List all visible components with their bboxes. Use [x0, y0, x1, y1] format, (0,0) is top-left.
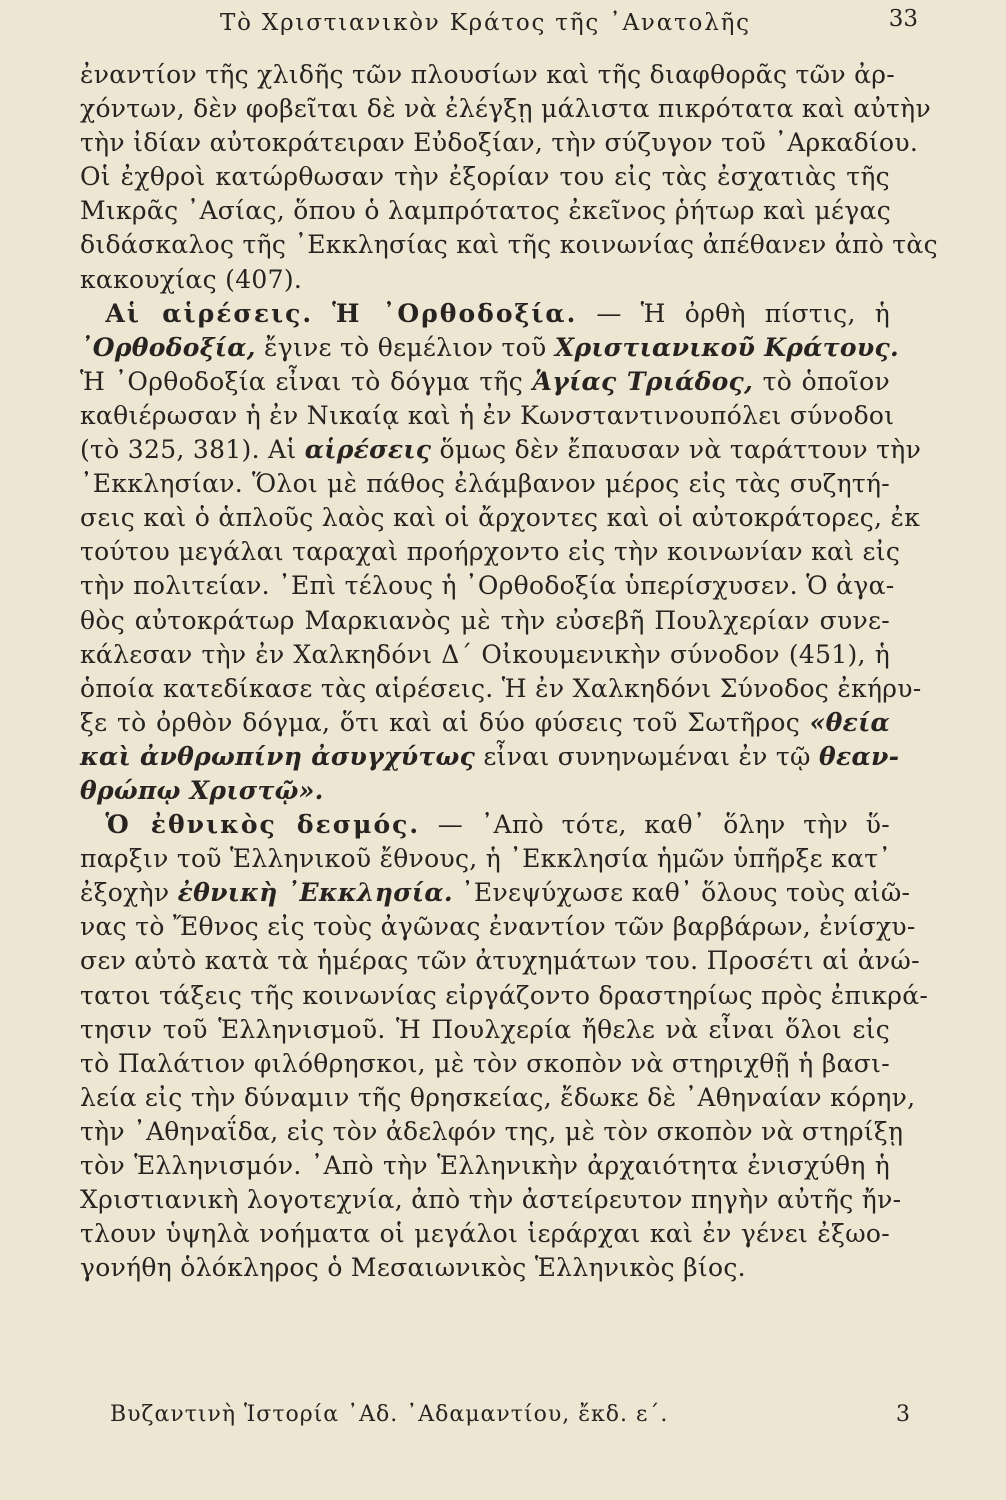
- text-line: ὁποία κατεδίκασε τὰς αἱρέσεις. Ἡ ἐν Χαλκηδόνι Σύνοδος ἐκήρυ-: [80, 673, 922, 703]
- page-header: [80, 6, 926, 46]
- text-line: [80, 433, 922, 467]
- text-span: — Ἡ ὀρθὴ πίστις, ἡ: [596, 298, 890, 328]
- text-line: τὸν Ἑλληνισμόν. ᾿Απὸ τὴν Ἑλληνικὴν ἀρχαιότητα ἐνισχύθη ἡ: [80, 1151, 890, 1180]
- emphasis-term: ᾿Ορθοδοξία,: [80, 332, 256, 362]
- quote-emphasis: καὶ ἀνθρωπίνη ἀσυγχύτως: [80, 741, 476, 771]
- quote-emphasis: θρώπῳ Χριστῷ».: [80, 775, 324, 805]
- text-line: [80, 365, 890, 399]
- text-span: Ἡ ᾿Ορθοδοξία εἶναι τὸ δόγμα τῆς: [80, 366, 524, 396]
- text-line: [80, 331, 900, 365]
- text-line: [80, 706, 890, 740]
- body-text: [80, 58, 938, 1285]
- text-span: ξε τὸ ὀρθὸν δόγμα, ὅτι καὶ αἱ δύο φύσεις τοῦ Σωτῆρος: [80, 707, 801, 737]
- text-span: ᾿Ενεψύχωσε καθ᾿ ὅλους τοὺς αἰῶ-: [461, 878, 911, 908]
- text-line: διδάσκαλος τῆς ᾿Εκκλησίας καὶ τῆς κοινωνίας ἀπέθανεν ἀπὸ τὰς: [80, 230, 938, 260]
- text-line: ᾿Εκκλησίαν. Ὅλοι μὲ πάθος ἐλάμβανον μέρος εἰς τὰς συζητή-: [80, 469, 890, 499]
- page-number: 33: [888, 6, 918, 32]
- text-span: ὅμως δὲν ἔπαυσαν νὰ ταράττουν τὴν: [439, 435, 922, 465]
- text-line: Μικρᾶς ᾿Ασίας, ὅπου ὁ λαμπρότατος ἐκεῖνος ῥήτωρ καὶ μέγας: [80, 196, 892, 226]
- text-line: καθιέρωσαν ἡ ἐν Νικαίᾳ καὶ ἡ ἐν Κωνσταντινουπόλει σύνοδοι: [80, 400, 895, 430]
- text-line: [80, 808, 890, 842]
- text-line: τὸ Παλάτιον φιλόθρησκοι, μὲ τὸν σκοπὸν νὰ στηριχθῇ ἡ βασι-: [80, 1048, 890, 1078]
- text-line: τούτου μεγάλαι ταραχαὶ προήρχοντο εἰς τὴν κοινωνίαν καὶ εἰς: [80, 537, 901, 567]
- text-line: γονήθη ὁλόκληρος ὁ Μεσαιωνικὸς Ἑλληνικὸς βίος.: [80, 1253, 746, 1283]
- section-heading-national-bond: Ὁ ἐθνικὸς δεσμός.: [105, 810, 421, 840]
- text-span: ἐξοχὴν: [80, 878, 170, 908]
- text-line: τησιν τοῦ Ἑλληνισμοῦ. Ἡ Πουλχερία ἤθελε νὰ εἶναι ὅλοι εἰς: [80, 1014, 890, 1044]
- text-line: τὴν ᾿Αθηναΐδα, εἰς τὸν ἀδελφόν της, μὲ τὸν σκοπὸν νὰ στηρίξῃ: [80, 1116, 904, 1146]
- text-line: κακουχίας (407).: [80, 264, 303, 294]
- text-span: εἶναι συνηνωμέναι ἐν τῷ: [483, 741, 811, 771]
- emphasis-term: Ἁγίας Τριάδος,: [532, 366, 754, 396]
- text-line: λεία εἰς τὴν δύναμιν τῆς θρησκείας, ἔδωκε δὲ ᾿Αθηναίαν κόρην,: [80, 1082, 916, 1112]
- text-line: τλουν ὑψηλὰ νοήματα οἱ μεγάλοι ἱεράρχαι καὶ ἐν γένει ἐξωο-: [80, 1219, 890, 1249]
- text-line: [80, 774, 890, 808]
- text-line: ἐναντίον τῆς χλιδῆς τῶν πλουσίων καὶ τῆς διαφθορᾶς τῶν ἀρ-: [80, 60, 896, 89]
- quote-emphasis: «θεία: [809, 707, 891, 737]
- text-line: τὴν ἰδίαν αὐτοκράτειραν Εὐδοξίαν, τὴν σύζυγον τοῦ ᾿Αρκαδίου.: [80, 128, 919, 158]
- quote-emphasis: θεαν-: [818, 741, 900, 771]
- text-line: σεν αὐτὸ κατὰ τὰ ἡμέρας τῶν ἀτυχημάτων του. Προσέτι αἱ ἀνώ-: [80, 946, 920, 976]
- text-span: ἔγινε τὸ θεμέλιον τοῦ: [264, 332, 547, 362]
- footer-citation: Βυζαντινὴ Ἱστορία ᾿Αδ. ᾿Αδαμαντίου, ἔκδ. ε΄.: [110, 1402, 669, 1427]
- text-line: νας τὸ Ἔθνος εἰς τοὺς ἀγῶνας ἐναντίον τῶν βαρβάρων, ἐνίσχυ-: [80, 912, 916, 942]
- section-heading-orthodoxy: Ἡ ᾿Ορθοδοξία.: [332, 298, 578, 328]
- text-line: τὴν πολιτείαν. ᾿Επὶ τέλους ἡ ᾿Ορθοδοξία ὑπερίσχυσεν. Ὁ ἀγα-: [80, 571, 895, 601]
- emphasis-term: ἐθνικὴ ᾿Εκκλησία.: [177, 878, 453, 908]
- text-line: σεις καὶ ὁ ἁπλοῦς λαὸς καὶ οἱ ἄρχοντες καὶ οἱ αὐτοκράτορες, ἐκ: [80, 503, 921, 533]
- text-line: θὸς αὐτοκράτωρ Μαρκιανὸς μὲ τὴν εὐσεβῆ Πουλχερίαν συνε-: [80, 605, 890, 635]
- text-line: χόντων, δὲν φοβεῖται δὲ νὰ ἐλέγξῃ μάλιστα πικρότατα καὶ αὐτὴν: [80, 94, 931, 124]
- text-line: παρξιν τοῦ Ἑλληνικοῦ ἔθνους, ἡ ᾿Εκκλησία ἡμῶν ὑπῆρξε κατ᾿: [80, 844, 892, 874]
- running-title: Τὸ Χριστιανικὸν Κράτος τῆς ᾿Ανατολῆς: [220, 10, 751, 36]
- text-line: [80, 876, 911, 910]
- text-line: κάλεσαν τὴν ἐν Χαλκηδόνι Δ΄ Οἰκουμενικὴν σύνοδον (451), ἡ: [80, 639, 890, 669]
- printer-signature: 3: [896, 1402, 910, 1427]
- text-line: τατοι τάξεις τῆς κοινωνίας εἰργάζοντο δραστηρίως πρὸς ἐπικρά-: [80, 980, 929, 1010]
- emphasis-term: αἱρέσεις: [304, 435, 432, 465]
- emphasis-term: Χριστιανικοῦ Κράτους.: [554, 332, 900, 362]
- text-line: Χριστιανικὴ λογοτεχνία, ἀπὸ τὴν ἀστείρευτον πηγὴν αὐτῆς ἤν-: [80, 1185, 902, 1215]
- text-span: (τὸ 325, 381). Αἱ: [80, 435, 297, 465]
- text-line: [80, 740, 900, 774]
- text-span: τὸ ὁποῖον: [762, 366, 891, 396]
- page-footer: [110, 1402, 910, 1442]
- text-line: [80, 297, 890, 331]
- text-span: — ᾿Απὸ τότε, καθ᾿ ὅλην τὴν ὕ-: [437, 810, 891, 840]
- text-line: Οἱ ἐχθροὶ κατώρθωσαν τὴν ἐξορίαν του εἰς τὰς ἐσχατιὰς τῆς: [80, 162, 890, 192]
- section-heading-heresies: Αἱ αἱρέσεις.: [105, 298, 314, 328]
